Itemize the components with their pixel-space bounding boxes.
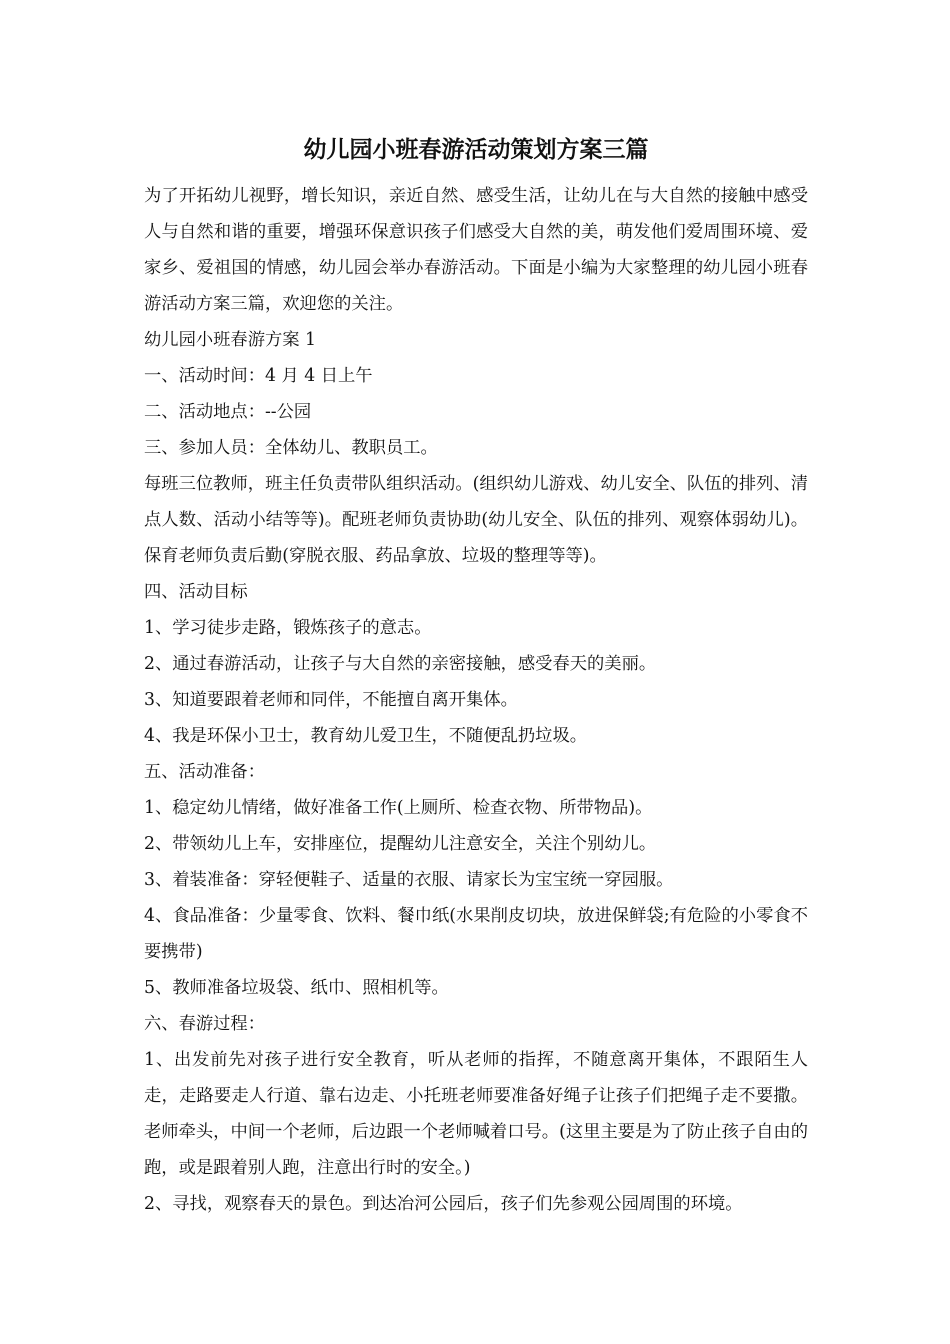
preparation-item: 4、食品准备：少量零食、饮料、餐巾纸(水果削皮切块，放进保鲜袋;有危险的小零食不要携带) [144, 906, 808, 962]
section-time: 一、活动时间：4 月 4 日上午 [144, 366, 373, 386]
goal-item: 1、学习徒步走路，锻炼孩子的意志。 [144, 618, 432, 638]
preparation-item: 3、着装准备：穿轻便鞋子、适量的衣服、请家长为宝宝统一穿园服。 [144, 870, 674, 890]
preparation-item: 1、稳定幼儿情绪，做好准备工作(上厕所、检查衣物、所带物品)。 [144, 798, 653, 818]
section-location: 二、活动地点：--公园 [144, 402, 312, 422]
section-participants: 三、参加人员：全体幼儿、教职员工。 [144, 438, 438, 458]
goal-item: 3、知道要跟着老师和同伴，不能擅自离开集体。 [144, 690, 518, 710]
section-process: 六、春游过程： [144, 1014, 265, 1034]
staff-duties-paragraph: 每班三位教师，班主任负责带队组织活动。(组织幼儿游戏、幼儿安全、队伍的排列、清点人数、活动小结等等)。配班老师负责协助(幼儿安全、队伍的排列、观察体弱幼儿)。保育老师负责后勤(穿脱衣服、药品拿放、垃圾的整理等等)。 [144, 474, 808, 566]
document-page [144, 126, 808, 1222]
goal-item: 4、我是环保小卫士，教育幼儿爱卫生，不随便乱扔垃圾。 [144, 726, 588, 746]
intro-paragraph: 为了开拓幼儿视野，增长知识，亲近自然、感受生活，让幼儿在与大自然的接触中感受人与自然和谐的重要，增强环保意识孩子们感受大自然的美，萌发他们爱周围环境、爱家乡、爱祖国的情感，幼儿园会举办春游活动。下面是小编为大家整理的幼儿园小班春游活动方案三篇，欢迎您的关注。 [144, 186, 808, 314]
preparation-item: 5、教师准备垃圾袋、纸巾、照相机等。 [144, 978, 449, 998]
document-title: 幼儿园小班春游活动策划方案三篇 [303, 136, 649, 163]
process-item: 2、寻找，观察春天的景色。到达冶河公园后，孩子们先参观公园周围的环境。 [144, 1194, 743, 1214]
preparation-item: 2、带领幼儿上车，安排座位，提醒幼儿注意安全，关注个别幼儿。 [144, 834, 657, 854]
process-item: 1、出发前先对孩子进行安全教育，听从老师的指挥，不随意离开集体，不跟陌生人走，走路要走人行道、靠右边走、小托班老师要准备好绳子让孩子们把绳子走不要撒。老师牵头，中间一个老师，后边跟一个老师喊着口号。(这里主要是为了防止孩子自由的跑，或是跟着别人跑，注意出行时的安全。) [144, 1050, 808, 1178]
goal-item: 2、通过春游活动，让孩子与大自然的亲密接触，感受春天的美丽。 [144, 654, 657, 674]
section-preparation: 五、活动准备： [144, 762, 265, 782]
plan-heading: 幼儿园小班春游方案 1 [144, 330, 317, 350]
section-goals: 四、活动目标 [144, 582, 248, 602]
document-body [144, 178, 808, 1222]
